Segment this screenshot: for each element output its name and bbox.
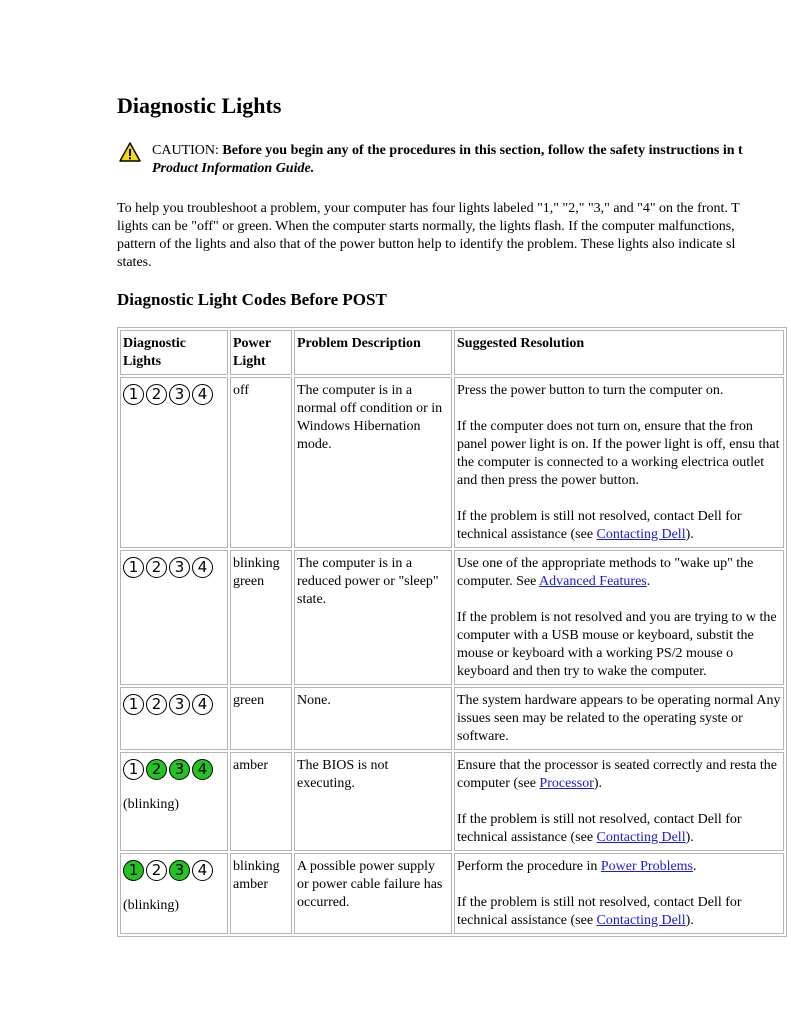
light-4-off-icon: 4 xyxy=(192,860,213,881)
light-3-on-icon: 3 xyxy=(169,860,190,881)
resolution-punctuation: ). xyxy=(685,527,694,542)
link-contacting-dell[interactable]: Contacting Dell xyxy=(596,527,686,542)
suggested-resolution-cell xyxy=(454,752,784,851)
suggested-resolution-cell xyxy=(454,687,784,750)
resolution-paragraph xyxy=(457,757,781,793)
header-problem-description: Problem Description xyxy=(294,330,452,375)
light-3-on-icon: 3 xyxy=(169,759,190,780)
diagnostic-lights-cell xyxy=(120,853,228,934)
link-contacting-dell[interactable]: Contacting Dell xyxy=(596,913,686,928)
resolution-text: Press the power button to turn the computer on. xyxy=(457,383,724,398)
resolution-paragraph xyxy=(457,894,781,930)
resolution-paragraph xyxy=(457,555,781,591)
resolution-text: If the computer does not turn on, ensure that the fron panel power light is on. If the power light is off, ensu that the computer is connected to a working electrica outlet and then press the power button. xyxy=(457,419,780,488)
problem-description-cell: The computer is in a reduced power or "sleep" state. xyxy=(294,550,452,685)
warning-triangle-icon xyxy=(119,142,141,162)
light-pattern xyxy=(123,759,225,780)
light-3-off-icon: 3 xyxy=(169,557,190,578)
diagnostic-codes-table xyxy=(117,327,787,937)
resolution-text: Ensure that the processor is seated correctly and resta the computer (see xyxy=(457,758,777,791)
guide-period: . xyxy=(310,161,315,176)
resolution-paragraph xyxy=(457,692,781,746)
problem-description-cell: The computer is in a normal off condition or in Windows Hibernation mode. xyxy=(294,377,452,548)
light-3-off-icon: 3 xyxy=(169,384,190,405)
table-row xyxy=(120,550,784,685)
link-advanced-features[interactable]: Advanced Features xyxy=(539,574,647,589)
resolution-text: If the problem is still not resolved, contact Dell for technical assistance (see xyxy=(457,895,742,928)
intro-line: states. xyxy=(117,255,152,270)
intro-line: lights can be "off" or green. When the computer starts normally, the lights flash. If the computer malfunctions, xyxy=(117,219,735,234)
resolution-text: Use one of the appropriate methods to "wake up" the computer. See xyxy=(457,556,754,589)
table-row xyxy=(120,687,784,750)
light-2-off-icon: 2 xyxy=(146,694,167,715)
resolution-text: Perform the procedure in xyxy=(457,859,601,874)
light-pattern xyxy=(123,860,225,881)
caution-label: CAUTION: xyxy=(152,143,223,158)
problem-description-cell: A possible power supply or power cable failure has occurred. xyxy=(294,853,452,934)
link-processor[interactable]: Processor xyxy=(539,776,594,791)
caution-instruction: Before you begin any of the procedures in this section, follow the safety instructions in t xyxy=(222,143,743,158)
problem-description-cell: None. xyxy=(294,687,452,750)
resolution-paragraph xyxy=(457,858,781,876)
header-power-light: Power Light xyxy=(230,330,292,375)
resolution-text: If the problem is still not resolved, contact Dell for technical assistance (see xyxy=(457,812,742,845)
light-4-on-icon: 4 xyxy=(192,759,213,780)
intro-line: pattern of the lights and also that of the power button help to identify the problem. These lights also indicate sl xyxy=(117,237,736,252)
resolution-text: The system hardware appears to be operating normal Any issues seen may be related to the operating syste or software. xyxy=(457,693,781,744)
power-light-cell: off xyxy=(230,377,292,548)
light-4-off-icon: 4 xyxy=(192,694,213,715)
resolution-text: If the problem is still not resolved, contact Dell for technical assistance (see xyxy=(457,509,742,542)
light-4-off-icon: 4 xyxy=(192,557,213,578)
light-pattern xyxy=(123,557,225,578)
intro-paragraph xyxy=(117,200,791,272)
light-4-off-icon: 4 xyxy=(192,384,213,405)
diagnostic-lights-cell xyxy=(120,687,228,750)
table-row xyxy=(120,377,784,548)
resolution-paragraph xyxy=(457,811,781,847)
resolution-punctuation: ). xyxy=(593,776,603,791)
light-pattern xyxy=(123,384,225,405)
table-header-row xyxy=(120,330,784,375)
header-suggested-resolution: Suggested Resolution xyxy=(454,330,784,375)
diagnostic-lights-cell xyxy=(120,550,228,685)
table-body xyxy=(120,377,784,934)
suggested-resolution-cell xyxy=(454,853,784,934)
blinking-label: (blinking) xyxy=(123,898,179,913)
light-1-off-icon: 1 xyxy=(123,694,144,715)
resolution-paragraph xyxy=(457,418,781,490)
light-2-off-icon: 2 xyxy=(146,384,167,405)
diagnostic-lights-cell xyxy=(120,752,228,851)
power-light-cell: blinking green xyxy=(230,550,292,685)
light-pattern xyxy=(123,694,225,715)
resolution-punctuation: ). xyxy=(685,913,694,928)
light-1-off-icon: 1 xyxy=(123,557,144,578)
power-light-cell: green xyxy=(230,687,292,750)
resolution-paragraph xyxy=(457,508,781,544)
resolution-text: If the problem is not resolved and you are trying to w the computer with a USB mouse or keyboard, substit the mouse or keyboard with a working PS/2 mouse o keyboard and then try to wake the computer. xyxy=(457,610,777,679)
blinking-label: (blinking) xyxy=(123,797,179,812)
light-1-on-icon: 1 xyxy=(123,860,144,881)
suggested-resolution-cell xyxy=(454,377,784,548)
light-2-on-icon: 2 xyxy=(146,759,167,780)
link-contacting-dell[interactable]: Contacting Dell xyxy=(596,830,686,845)
light-2-off-icon: 2 xyxy=(146,860,167,881)
light-1-off-icon: 1 xyxy=(123,384,144,405)
resolution-punctuation: . xyxy=(693,859,697,874)
table-row xyxy=(120,853,784,934)
resolution-paragraph xyxy=(457,382,781,400)
problem-description-cell: The BIOS is not executing. xyxy=(294,752,452,851)
page-title: Diagnostic Lights xyxy=(117,93,282,118)
header-diagnostic-lights: Diagnostic Lights xyxy=(120,330,228,375)
power-light-cell: blinking amber xyxy=(230,853,292,934)
resolution-punctuation: ). xyxy=(685,830,694,845)
table-row xyxy=(120,752,784,851)
suggested-resolution-cell xyxy=(454,550,784,685)
light-3-off-icon: 3 xyxy=(169,694,190,715)
section-title: Diagnostic Light Codes Before POST xyxy=(117,290,387,309)
link-power-problems[interactable]: Power Problems xyxy=(600,859,694,874)
intro-line: To help you troubleshoot a problem, your computer has four lights labeled "1," "2," "3," and "4" on the front. T xyxy=(117,201,740,216)
caution-text xyxy=(152,142,791,178)
light-1-off-icon: 1 xyxy=(123,759,144,780)
resolution-punctuation: . xyxy=(646,574,651,589)
power-light-cell: amber xyxy=(230,752,292,851)
resolution-paragraph xyxy=(457,609,781,681)
diagnostic-lights-cell xyxy=(120,377,228,548)
guide-title: Product Information Guide xyxy=(152,161,311,176)
light-2-off-icon: 2 xyxy=(146,557,167,578)
